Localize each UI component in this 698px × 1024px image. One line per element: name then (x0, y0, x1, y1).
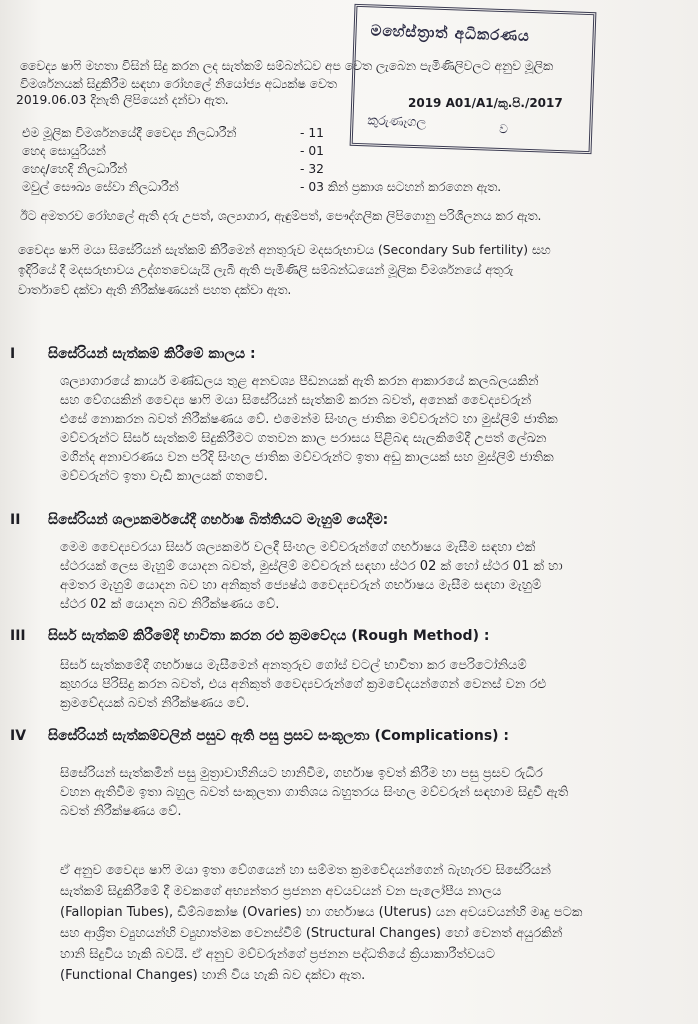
section-body (60, 656, 670, 713)
intro-line: විමර්ශනයක් සිදුකිරීම සඳහා රෝහලේ නියෝජ්‍ය අධ්‍යක්ෂ වෙත (20, 77, 337, 91)
section-body (60, 764, 670, 821)
court-stamp (350, 4, 597, 154)
count-value: - 01 (300, 144, 324, 158)
body-line: මගින්ද අනාවරණය වන පරිදි සිංහල ජාතික මව්වරුන්ට ඉතා අඩු කාලයක් සහ මුස්ලිම් ජාතික (60, 450, 554, 465)
conclusion-line: හානි සිදුවිය හැකි බවයි. ඒ අනුව මව්වරුන්ගේ ප්‍රජනන පද්ධතියේ ක්‍රියාකාරීත්වයට (60, 947, 495, 962)
section-title: සිසේරියන් ශල්‍යකර්මයේදී ගර්භාෂ බිත්තියට මැහුම් යෙදීම: (48, 512, 389, 528)
body-line: බවත් නිරීක්ෂණය වේ. (60, 804, 182, 819)
conclusion-line: (Functional Changes) හානි විය හැකි බව දක්වා ඇත. (60, 968, 366, 983)
body-line: ස්ථර 02 ක් යොදන බව නිරීක්ෂණය වේ. (60, 597, 280, 612)
section-body (60, 372, 670, 486)
secondary-line: වෛද්‍ය ෂාෆි මයා සිසේරියන් සැත්කම් කිරීමෙන් අනතුරුව මදසරුභාවය (Secondary Sub fertility) සහ (18, 243, 551, 257)
section-title: සිසේරියන් සැත්කම්වලින් පසුව ඇති පසු ප්‍රසව සංකූලතා (Complications) : (48, 728, 510, 744)
conclusion-paragraph (60, 860, 582, 986)
section-number: I (10, 346, 16, 362)
stamp-signature: ව (499, 121, 509, 137)
section-number: III (10, 628, 26, 644)
body-line: සිසර් සැත්කමේදී ගර්භාෂය මැසීමෙන් අනතුරුව ගෝස් වටල් භාවිතා කර පෙරිටෝනියම් (60, 658, 527, 673)
section-title: සිසර් සැත්කම් කිරීමේදී භාවිතා කරන රළු ක්‍රමවේදය (Rough Method) : (48, 628, 490, 644)
body-line: වහන ඇතිවීම ඉතා බහුල බවත් සංකූලතා ගාතිශය බහුතරය සිංහල මව්වරුන් සඳහාම සිදුවී ඇති (60, 785, 569, 800)
section-title: සිසේරියන් සැත්කම් කිරීමේ කාලය : (48, 346, 256, 362)
conclusion-line: ඒ අනුව වෛද්‍ය ෂාෆි මයා ඉතා වේගයෙන් හා සම්මත ක්‍රමවේදයන්ගෙන් බැහැරව සිසේරියන් (60, 863, 551, 878)
count-value: - 03 කින් ප්‍රකාශ සටහන් කරගෙන ඇත. (300, 180, 502, 194)
count-value: - 32 (300, 162, 324, 176)
body-line: මෙම වෛද්‍යවරයා සිසර් ශල්‍යකර්ම වලදී සිංහල මව්වරුන්ගේ ගර්භාෂය මැසීම සඳහා එක් (60, 540, 536, 555)
body-line: එසේ නොකරන බවත් නිරීක්ෂණය වේ. එමෙන්ම සිංහල ජාතික මව්වරුන්ට හා මුස්ලිම් ජාතික (60, 412, 558, 427)
body-line: කුහරය පිරිසිදු කරන බවත්, එය අනිකුත් වෛද්‍යවරුන්ගේ ක්‍රමවේදයන්ගෙන් වෙනස් වන රළු (60, 677, 547, 692)
section-number: IV (10, 728, 27, 744)
intro-line: වෛද්‍ය ෂාෆි මහතා විසින් සිදු කරන ලද සැත්කම් සම්බන්ධව අප වෙත ලැබෙන පැමිණිලිවලට අනුව මූලික (20, 59, 554, 73)
count-value: - 11 (300, 126, 324, 140)
conclusion-line: (Fallopian Tubes), ඩිම්බකෝෂ (Ovaries) හා ගර්භාෂය (Uterus) යන අවයවයන්හි මෘදු පටක (60, 905, 583, 920)
count-label: හෙද/හෙදි නිලධාරීන් (22, 162, 128, 176)
records-line: ඊට අමතරව රෝහලේ ඇති දරු උපත්, ශල්‍යාගාර, ඇඳුම්පත්, පෞද්ගලික ලිපිගොනු පරිශීලනය කර ඇත. (20, 209, 542, 223)
body-line: අමතර මැහුම් යොදන බව හා අනිකුත් ජ්‍යෙෂ්ඨ වෛද්‍යවරුන් ගර්භාෂය මැසීම සඳහා මැහුම් (60, 578, 542, 593)
count-label: එම මූලික විමර්ශනයේදී වෛද්‍ය නිලධාරීන් (22, 126, 237, 140)
body-line: ක්‍රමවේදයක් බවත් නිරීක්ෂණය වේ. (60, 696, 250, 711)
body-line: මව්වරුන්ට සිසර් සැත්කම් සිදුකිරීමට ගතවන කාල පරාසය පිළිබඳ සැලකිමේදී උපත් ලේඛන (60, 431, 547, 446)
section-number: II (10, 512, 21, 528)
conclusion-line: සහ ආශ්‍රිත ව්‍යුහයන්හි ව්‍යුහාත්මක වෙනස්වීම් (Structural Changes) හෝ වෙනත් අයුරකින් (60, 926, 563, 941)
secondary-line: වාර්තාවේ දක්වා ඇති නිරීක්ෂණයන් පහත දක්වා ඇත. (18, 283, 292, 297)
body-line: සිසේරියන් සැත්කමින් පසු මුත්‍රාවාහිනියට හානිවීම, ගර්භාෂ ඉවත් කිරීම හා පසු ප්‍රසව රුධිර (60, 766, 543, 781)
section-body (60, 538, 670, 614)
stamp-place: කුරුණෑගල (367, 113, 427, 131)
body-line: ස්ථරයක් ලෙස මැහුම් යොදන බවත්, මුස්ලිම් මව්වරුන් සඳහා ස්ථර 02 ක් හෝ ස්ථර 01 ක් හා (60, 559, 563, 574)
intro-line: 2019.06.03 දිනැති ලිපියෙන් දන්වා ඇත. (16, 93, 229, 107)
body-line: ශල්‍යාගාරයේ කාර්ය මණ්ඩලය තුළ අනවශ්‍ය පීඩනයක් ඇති කරන ආකාරයේ කලබලයකින් (60, 374, 539, 389)
body-line: මව්වරුන්ට ඉතා වැඩි කාලයක් ගතවේ. (60, 469, 268, 484)
secondary-line: ඉදිරියේ දී මදසරුභාවය උද්ගතවෙයැයි ලැබී ඇති පැමිණිලි සම්බන්ධයෙන් මූලික විමර්ශනයේ අතුරු (18, 263, 514, 277)
stamp-title: මහේස්ත්‍රාත් අධිකරණය (370, 21, 531, 45)
count-label: මවුල් සෞඛ්‍ය සේවා නිලධාරීන් (22, 180, 179, 194)
conclusion-line: සැත්කම් සිදුකිරීමේ දී මවකගේ අභ්‍යන්තර ප්‍රජනන අවයවයන් වන පැලෝපීය නාලය (60, 884, 502, 899)
count-label: හෙද සොයුරියන් (22, 144, 106, 158)
reference-number: 2019 A01/A1/කු.පි./2017 (408, 96, 563, 110)
body-line: සහ වේගයකින් වෛද්‍ය ෂාෆි මයා සිසේරියන් සැත්කම් කරන බවත්, අනෙක් වෛද්‍යවරුන් (60, 393, 532, 408)
